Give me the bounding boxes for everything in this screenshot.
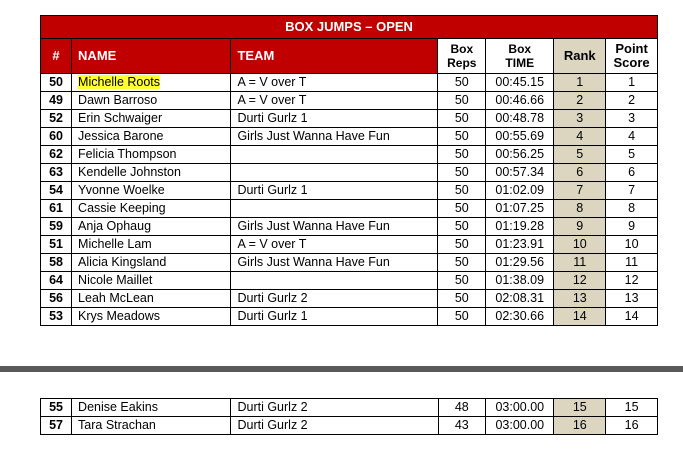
team-name [231,272,438,290]
header-box-reps: Box Reps [438,39,486,74]
athlete-name: Krys Meadows [72,308,231,326]
box-time: 00:57.34 [486,164,554,182]
athlete-name: Yvonne Woelke [72,182,231,200]
box-time: 01:19.28 [486,218,554,236]
rank: 10 [554,236,606,254]
athlete-number: 50 [41,74,72,92]
box-time: 01:07.25 [486,200,554,218]
athlete-number: 60 [41,128,72,146]
athlete-name: Nicole Maillet [72,272,231,290]
results-body [41,74,658,326]
box-reps: 50 [438,218,486,236]
rank: 16 [554,417,606,435]
athlete-number: 56 [41,290,72,308]
box-reps: 48 [438,399,486,417]
point-score: 14 [606,308,658,326]
athlete-number: 57 [41,417,72,435]
table-row [41,146,658,164]
point-score: 4 [606,128,658,146]
table-row [41,417,658,435]
header-box-time: Box TIME [486,39,554,74]
table-row [41,182,658,200]
header-point-score: Point Score [606,39,658,74]
athlete-name: Anja Ophaug [72,218,231,236]
rank: 4 [554,128,606,146]
point-score: 15 [606,399,658,417]
point-score: 2 [606,92,658,110]
team-name: Durti Gurlz 2 [231,417,438,435]
table-row [41,254,658,272]
rank: 11 [554,254,606,272]
team-name: A = V over T [231,92,438,110]
athlete-number: 62 [41,146,72,164]
box-time: 00:55.69 [486,128,554,146]
athlete-name: Michelle Lam [72,236,231,254]
rank: 6 [554,164,606,182]
athlete-number: 54 [41,182,72,200]
rank: 14 [554,308,606,326]
box-reps: 50 [438,164,486,182]
team-name: Durti Gurlz 2 [231,399,438,417]
rank: 5 [554,146,606,164]
point-score: 9 [606,218,658,236]
results-table-continued [40,398,658,435]
rank: 2 [554,92,606,110]
results-table [40,15,658,326]
athlete-name: Alicia Kingsland [72,254,231,272]
point-score: 6 [606,164,658,182]
point-score: 10 [606,236,658,254]
box-reps: 50 [438,128,486,146]
box-time: 00:45.15 [486,74,554,92]
athlete-name: Denise Eakins [72,399,231,417]
team-name: Girls Just Wanna Have Fun [231,218,438,236]
box-reps: 43 [438,417,486,435]
box-reps: 50 [438,74,486,92]
athlete-number: 59 [41,218,72,236]
athlete-name: Tara Strachan [72,417,231,435]
table-row [41,164,658,182]
table-row [41,74,658,92]
athlete-name: Jessica Barone [72,128,231,146]
rank: 1 [554,74,606,92]
box-time: 01:38.09 [486,272,554,290]
athlete-number: 52 [41,110,72,128]
box-reps: 50 [438,308,486,326]
point-score: 8 [606,200,658,218]
rank: 13 [554,290,606,308]
rank: 3 [554,110,606,128]
athlete-name: Michelle Roots [72,74,231,92]
header-num: # [41,39,72,74]
point-score: 12 [606,272,658,290]
athlete-number: 55 [41,399,72,417]
athlete-name: Kendelle Johnston [72,164,231,182]
team-name: Durti Gurlz 1 [231,110,438,128]
box-time: 03:00.00 [486,417,554,435]
point-score: 3 [606,110,658,128]
box-time: 02:08.31 [486,290,554,308]
team-name [231,200,438,218]
athlete-number: 51 [41,236,72,254]
box-reps: 50 [438,290,486,308]
rank: 7 [554,182,606,200]
point-score: 11 [606,254,658,272]
table-row [41,128,658,146]
team-name: Durti Gurlz 1 [231,182,438,200]
box-reps: 50 [438,182,486,200]
rank: 9 [554,218,606,236]
box-time: 01:29.56 [486,254,554,272]
rank: 15 [554,399,606,417]
athlete-number: 49 [41,92,72,110]
table-row [41,308,658,326]
table-row [41,399,658,417]
team-name: Girls Just Wanna Have Fun [231,128,438,146]
point-score: 13 [606,290,658,308]
results-body-continued [41,399,658,435]
box-time: 00:48.78 [486,110,554,128]
section-divider [0,366,683,372]
athlete-name: Erin Schwaiger [72,110,231,128]
box-time: 01:02.09 [486,182,554,200]
athlete-number: 64 [41,272,72,290]
team-name [231,146,438,164]
team-name: Durti Gurlz 2 [231,290,438,308]
header-team: TEAM [231,39,438,74]
athlete-number: 61 [41,200,72,218]
box-time: 00:56.25 [486,146,554,164]
team-name: Girls Just Wanna Have Fun [231,254,438,272]
table-title: BOX JUMPS – OPEN [41,16,658,39]
box-reps: 50 [438,254,486,272]
table-row [41,92,658,110]
point-score: 7 [606,182,658,200]
point-score: 1 [606,74,658,92]
box-reps: 50 [438,110,486,128]
box-reps: 50 [438,200,486,218]
box-time: 02:30.66 [486,308,554,326]
athlete-number: 53 [41,308,72,326]
box-time: 01:23.91 [486,236,554,254]
box-reps: 50 [438,92,486,110]
athlete-name: Dawn Barroso [72,92,231,110]
box-time: 00:46.66 [486,92,554,110]
table-row [41,110,658,128]
table-row [41,236,658,254]
box-reps: 50 [438,146,486,164]
header-rank: Rank [554,39,606,74]
table-row [41,218,658,236]
table-row [41,290,658,308]
athlete-name: Cassie Keeping [72,200,231,218]
team-name: A = V over T [231,236,438,254]
team-name: A = V over T [231,74,438,92]
athlete-number: 58 [41,254,72,272]
rank: 12 [554,272,606,290]
athlete-name: Felicia Thompson [72,146,231,164]
team-name: Durti Gurlz 1 [231,308,438,326]
box-reps: 50 [438,272,486,290]
header-name: NAME [72,39,231,74]
point-score: 5 [606,146,658,164]
table-row [41,200,658,218]
point-score: 16 [606,417,658,435]
rank: 8 [554,200,606,218]
table-row [41,272,658,290]
team-name [231,164,438,182]
athlete-number: 63 [41,164,72,182]
athlete-name: Leah McLean [72,290,231,308]
box-time: 03:00.00 [486,399,554,417]
box-reps: 50 [438,236,486,254]
